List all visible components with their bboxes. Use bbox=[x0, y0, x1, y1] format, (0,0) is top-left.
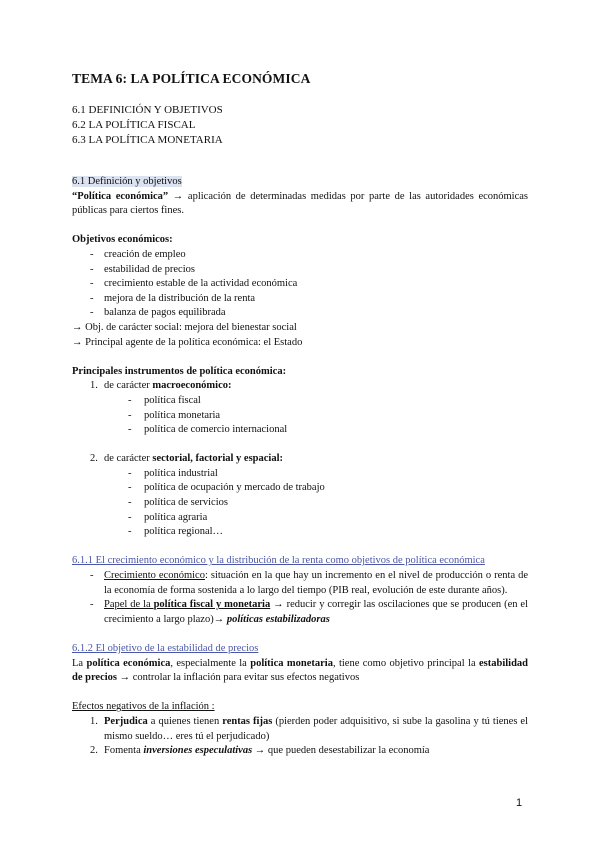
social-objective-note: → Obj. de carácter social: mejora del bienestar social bbox=[72, 321, 297, 333]
growth-list bbox=[72, 569, 528, 627]
definition-text: aplicación de determinadas medidas por parte de las autoridades económicas públicas para ciertos fines. bbox=[72, 190, 529, 217]
item-bold-label: sectorial, factorial y espacial: bbox=[152, 453, 283, 465]
section-heading-6-1-2: 6.1.2 El objetivo de la estabilidad de precios bbox=[72, 643, 259, 654]
main-agent-note: → Principal agente de la política económica: el Estado bbox=[72, 336, 303, 348]
list-item: - política industrial bbox=[72, 467, 528, 482]
list-item: - política de ocupación y mercado de trabajo bbox=[72, 481, 528, 496]
list-item bbox=[72, 569, 528, 598]
numbered-item bbox=[72, 715, 528, 744]
growth-text: : situación en la que hay un incremento en el nivel de producción o renta de la economía de forma sostenida a lo largo del tiempo (PIB real, evolución de este durante años). bbox=[104, 570, 529, 596]
inflation-effects-heading: Efectos negativos de la inflación : bbox=[72, 701, 215, 713]
table-of-contents bbox=[72, 103, 223, 148]
list-item: - creación de empleo bbox=[72, 248, 528, 263]
toc-item: 6.3 LA POLÍTICA MONETARIA bbox=[72, 134, 223, 146]
list-item: - política fiscal bbox=[72, 394, 528, 409]
text-run: , tiene como objetivo principal la bbox=[332, 657, 479, 669]
bold-term: estabilidad de precios bbox=[72, 657, 529, 684]
list-item bbox=[72, 598, 528, 627]
bold-term: inversiones especulativas bbox=[143, 745, 253, 757]
growth-term: Crecimiento económico bbox=[104, 570, 205, 582]
text-run: Fomenta bbox=[104, 745, 144, 757]
bold-term: rentas fijas bbox=[222, 715, 273, 727]
text-run: → controlar la inflación para evitar sus efectos negativos bbox=[117, 672, 360, 684]
list-item: - balanza de pagos equilibrada bbox=[72, 306, 528, 321]
definition-term: “Política económica” bbox=[72, 190, 169, 202]
objectives-heading: Objetivos económicos: bbox=[72, 234, 173, 246]
bold-term: política monetaria bbox=[250, 657, 333, 669]
toc-item: 6.2 LA POLÍTICA FISCAL bbox=[72, 119, 196, 131]
macro-instruments-list bbox=[72, 394, 528, 438]
toc-item: 6.1 DEFINICIÓN Y OBJETIVOS bbox=[72, 104, 223, 116]
text-run: a quienes tienen bbox=[147, 715, 223, 727]
role-prefix: Papel de la bbox=[104, 599, 154, 611]
text-run: La bbox=[72, 657, 87, 669]
numbered-item bbox=[72, 744, 528, 759]
sectorial-instruments-list bbox=[72, 467, 528, 540]
list-item: - crecimiento estable de la actividad económica bbox=[72, 277, 528, 292]
text-run: → que pueden desestabilizar la economía bbox=[252, 745, 430, 757]
numbered-item bbox=[72, 379, 528, 394]
page-number: 1 bbox=[516, 797, 523, 809]
item-number: 2. bbox=[90, 453, 98, 465]
list-item: - política de comercio internacional bbox=[72, 423, 528, 438]
numbered-item bbox=[72, 452, 528, 467]
bold-term: Perjudica bbox=[104, 715, 148, 727]
objectives-list bbox=[72, 248, 528, 321]
text-run: , especialmente la bbox=[170, 657, 251, 669]
bold-term: política económica bbox=[86, 657, 171, 669]
stabilizing-policies-term: políticas estabilizadoras bbox=[226, 613, 330, 625]
section-heading-6-1: 6.1 Definición y objetivos bbox=[72, 176, 182, 187]
instruments-heading: Principales instrumentos de política económica: bbox=[72, 365, 287, 377]
item-prefix: de carácter bbox=[104, 453, 153, 465]
document-body bbox=[72, 175, 528, 759]
item-number: 1. bbox=[90, 715, 98, 727]
list-item: - política agraria bbox=[72, 511, 528, 526]
price-stability-paragraph bbox=[72, 657, 528, 686]
item-number: 1. bbox=[90, 380, 98, 392]
list-item: - estabilidad de precios bbox=[72, 263, 528, 278]
list-item: - política de servicios bbox=[72, 496, 528, 511]
document-title: TEMA 6: LA POLÍTICA ECONÓMICA bbox=[72, 71, 311, 86]
item-number: 2. bbox=[90, 745, 98, 757]
list-item: - política monetaria bbox=[72, 409, 528, 424]
list-item: - política regional… bbox=[72, 525, 528, 540]
list-item: - mejora de la distribución de la renta bbox=[72, 292, 528, 307]
arrow: → bbox=[168, 190, 188, 202]
item-prefix: de carácter bbox=[104, 380, 153, 392]
definition-paragraph bbox=[72, 190, 528, 219]
section-heading-6-1-1: 6.1.1 El crecimiento económico y la distribución de la renta como objetivos de política económica bbox=[72, 555, 485, 567]
fiscal-monetary-term: política fiscal y monetaria bbox=[153, 599, 271, 611]
item-bold-label: macroeconómico: bbox=[152, 380, 232, 392]
text-run: (pierden poder adquisitivo, si sube la gasolina y tú tienes el mismo sueldo… eres tú el perjudicado) bbox=[104, 715, 528, 742]
role-text: → reducir y corregir las oscilaciones que se producen (en el crecimiento a largo plazo)→ bbox=[104, 599, 528, 625]
